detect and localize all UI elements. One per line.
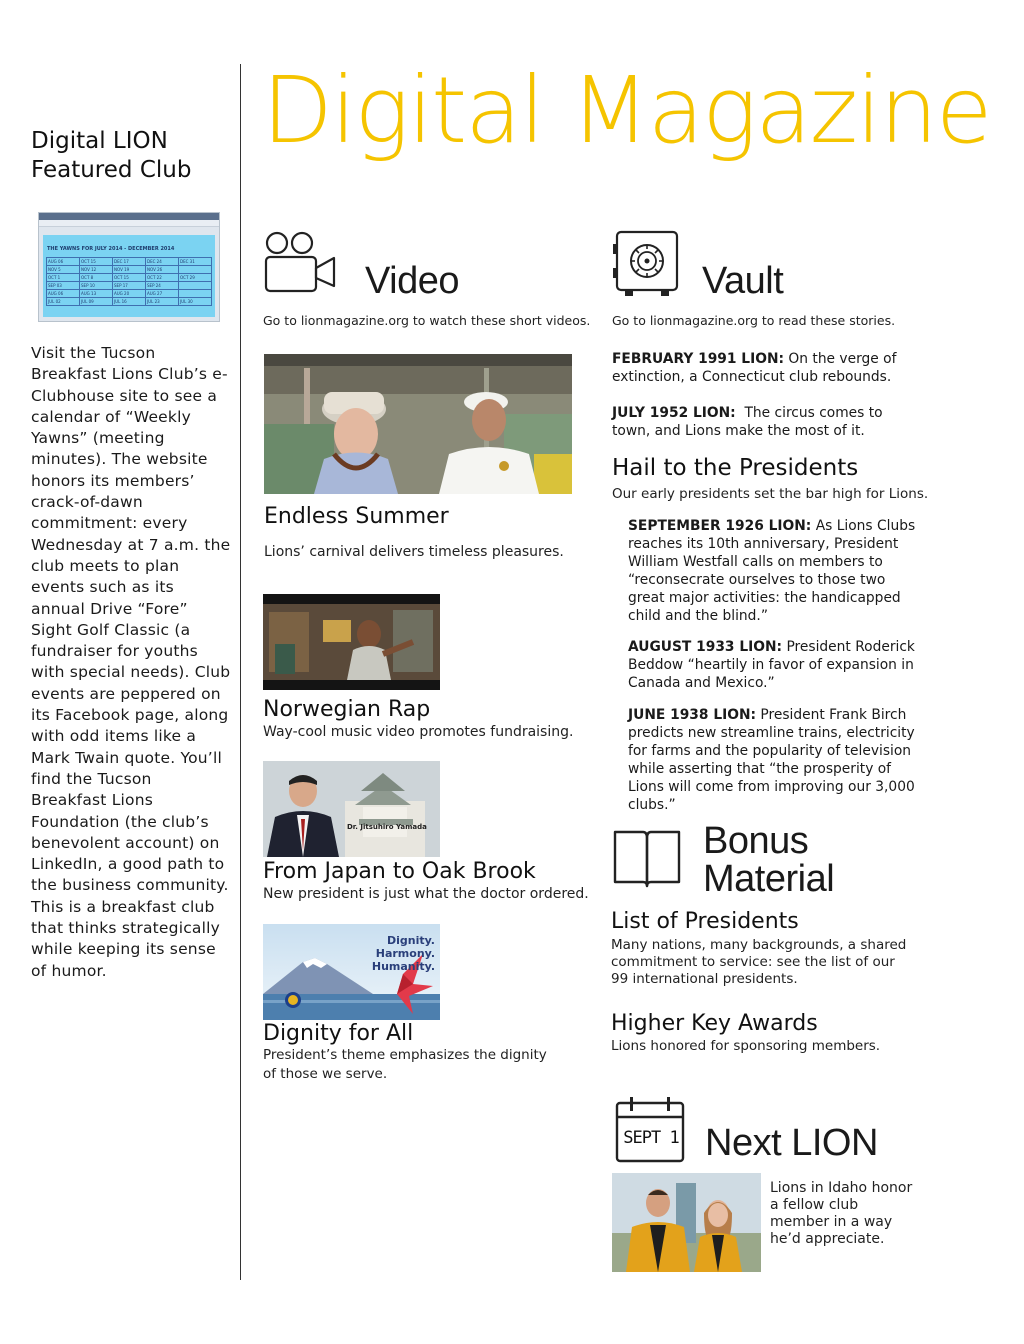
president-entry-text: President Roderick Beddow “heartily in favor of expansion in Canada and Mexico.” — [628, 639, 915, 691]
calendar-cell: SEP 10 — [80, 282, 113, 290]
dignity-for-all-photo[interactable] — [263, 924, 440, 1020]
norwegian-rap-title[interactable]: Norwegian Rap — [263, 697, 431, 722]
calendar-cell: AUG 06 — [47, 258, 80, 266]
calendar-heading: THE YAWNS FOR JULY 2014 - DECEMBER 2014 — [47, 246, 175, 252]
higher-key-awards-desc: Lions honored for sponsoring members. — [611, 1038, 881, 1054]
calendar-row — [47, 290, 212, 298]
calendar-cell: SEP 24 — [146, 282, 179, 290]
vault-entry-label: FEBRUARY 1991 LION: — [612, 351, 785, 367]
open-book-icon — [613, 828, 681, 890]
presidents-desc: Our early presidents set the bar high for Lions. — [612, 486, 929, 502]
dignity-caption: Dignity. Harmony. Humanity. — [371, 934, 435, 973]
video-intro: Go to lionmagazine.org to watch these short videos. — [263, 313, 591, 328]
japan-oak-brook-title[interactable]: From Japan to Oak Brook — [263, 859, 536, 884]
calendar-cell: AUG 27 — [146, 290, 179, 298]
calendar-cell: OCT 29 — [179, 274, 212, 282]
calendar-cell: NOV 26 — [146, 266, 179, 274]
endless-summer-title[interactable]: Endless Summer — [264, 504, 449, 529]
dignity-for-all-title[interactable]: Dignity for All — [263, 1021, 414, 1046]
japan-oak-brook-desc: New president is just what the doctor ordered. — [263, 886, 589, 902]
calendar-cell: NOV 19 — [113, 266, 146, 274]
browser-toolbar — [39, 220, 219, 227]
calendar-cell: AUG 06 — [47, 290, 80, 298]
vault-heading: Vault — [702, 260, 784, 302]
president-entry-label: SEPTEMBER 1926 LION: — [628, 518, 812, 534]
calendar-cell — [179, 266, 212, 274]
president-entry-aug-1933[interactable] — [628, 638, 924, 692]
calendar-cell: SEP 03 — [47, 282, 80, 290]
vault-entry-text: The circus comes to town, and Lions make the most of it. — [612, 405, 887, 439]
next-lion-photo[interactable] — [612, 1173, 761, 1272]
calendar-row — [47, 266, 212, 274]
endless-summer-photo[interactable] — [264, 354, 572, 494]
calendar-cell: AUG 20 — [113, 290, 146, 298]
presidents-title[interactable]: Hail to the Presidents — [612, 455, 859, 481]
calendar-table — [46, 257, 212, 306]
calendar-cell: DEC 24 — [146, 258, 179, 266]
calendar-cell — [179, 282, 212, 290]
calendar-label: SEPT 1 — [623, 1128, 679, 1148]
list-of-presidents-desc: Many nations, many backgrounds, a shared commitment to service: see the list of our 99 international presidents. — [611, 937, 907, 987]
calendar-cell: OCT 22 — [146, 274, 179, 282]
norwegian-rap-desc: Way-cool music video promotes fundraising. — [263, 724, 574, 740]
calendar-cell: JUL 16 — [113, 298, 146, 306]
page-title: Digital Magazine — [262, 57, 991, 164]
president-entry-label: AUGUST 1933 LION: — [628, 639, 783, 655]
japan-oak-brook-caption: Dr. Jitsuhiro Yamada — [347, 823, 427, 831]
president-entry-sep-1926[interactable] — [628, 517, 924, 625]
vault-entry-jul-1952[interactable] — [612, 404, 912, 440]
vault-entry-feb-1991[interactable] — [612, 350, 912, 386]
calendar-cell: JUL 09 — [80, 298, 113, 306]
calendar-row — [47, 282, 212, 290]
video-heading: Video — [365, 260, 460, 302]
president-entry-jun-1938[interactable] — [628, 706, 928, 814]
calendar-row — [47, 258, 212, 266]
calendar-cell: JUL 23 — [146, 298, 179, 306]
calendar-cell: OCT 15 — [80, 258, 113, 266]
higher-key-awards-title[interactable]: Higher Key Awards — [611, 1011, 818, 1036]
calendar-icon — [615, 1095, 685, 1163]
calendar-cell — [179, 290, 212, 298]
dignity-for-all-desc: President’s theme emphasizes the dignity of those we serve. — [263, 1047, 547, 1082]
next-lion-heading: Next LION — [705, 1122, 878, 1164]
calendar-cell: JUL 02 — [47, 298, 80, 306]
norwegian-rap-photo[interactable] — [263, 594, 440, 690]
sidebar-title: Digital LION Featured Club — [31, 128, 192, 183]
calendar-row — [47, 298, 212, 306]
endless-summer-desc: Lions’ carnival delivers timeless pleasures. — [264, 544, 564, 560]
sidebar-body: Visit the Tucson Breakfast Lions Club’s e-Clubhouse site to see a calendar of “Weekly Yawns” (meeting minutes). The website honors its members’ crack-of-dawn commitment: every Wednesday at 7 a.m. the club meets to plan events such as its annual Drive “Fore” Sight Golf Classic (a fundraiser for youths with special needs). Club events are peppered on its Facebook page, along with odd items like a Mark Twain quote. You’ll find the Tucson Breakfast Lions Foundation (the club’s benevolent account) on LinkedIn, a good path to the business community. This is a breakfast club that thinks strategically while keeping its sense of humor. — [31, 344, 231, 980]
calendar-cell: NOV 5 — [47, 266, 80, 274]
website-thumbnail[interactable] — [38, 212, 220, 322]
calendar-cell: JUL 30 — [179, 298, 212, 306]
browser-titlebar — [39, 213, 219, 220]
calendar-cell: OCT 15 — [113, 274, 146, 282]
president-entry-text: President Frank Birch predicts new streamline trains, electricity for farms and the popularity of television while asserting that “the prosperity of Lions will come from improving our 3,000 clubs.” — [628, 707, 915, 813]
vault-safe-icon — [613, 230, 679, 298]
calendar-cell: OCT 8 — [80, 274, 113, 282]
calendar-sheet — [43, 235, 215, 317]
vault-entry-text: On the verge of extinction, a Connecticut club rebounds. — [612, 351, 897, 385]
list-of-presidents-title[interactable]: List of Presidents — [611, 909, 799, 934]
calendar-row — [47, 274, 212, 282]
column-divider — [240, 64, 241, 1280]
calendar-cell: SEP 17 — [113, 282, 146, 290]
bonus-heading: Bonus Material — [703, 820, 835, 900]
vault-entry-label: JULY 1952 LION: — [612, 405, 736, 421]
next-lion-desc: Lions in Idaho honor a fellow club member in a way he’d appreciate. — [770, 1180, 913, 1247]
calendar-cell: NOV 12 — [80, 266, 113, 274]
calendar-cell: DEC 31 — [179, 258, 212, 266]
video-camera-icon — [264, 230, 338, 294]
calendar-cell: OCT 1 — [47, 274, 80, 282]
president-entry-label: JUNE 1938 LION: — [628, 707, 757, 723]
japan-oak-brook-photo[interactable] — [263, 761, 440, 857]
president-entry-text: As Lions Clubs reaches its 10th anniversary, President William Westfall calls on members to “reconsecrate ourselves to those two great major activities: the handicapped child and the blind.” — [628, 518, 916, 624]
vault-intro: Go to lionmagazine.org to read these stories. — [612, 313, 896, 328]
calendar-cell: DEC 17 — [113, 258, 146, 266]
calendar-cell: AUG 13 — [80, 290, 113, 298]
